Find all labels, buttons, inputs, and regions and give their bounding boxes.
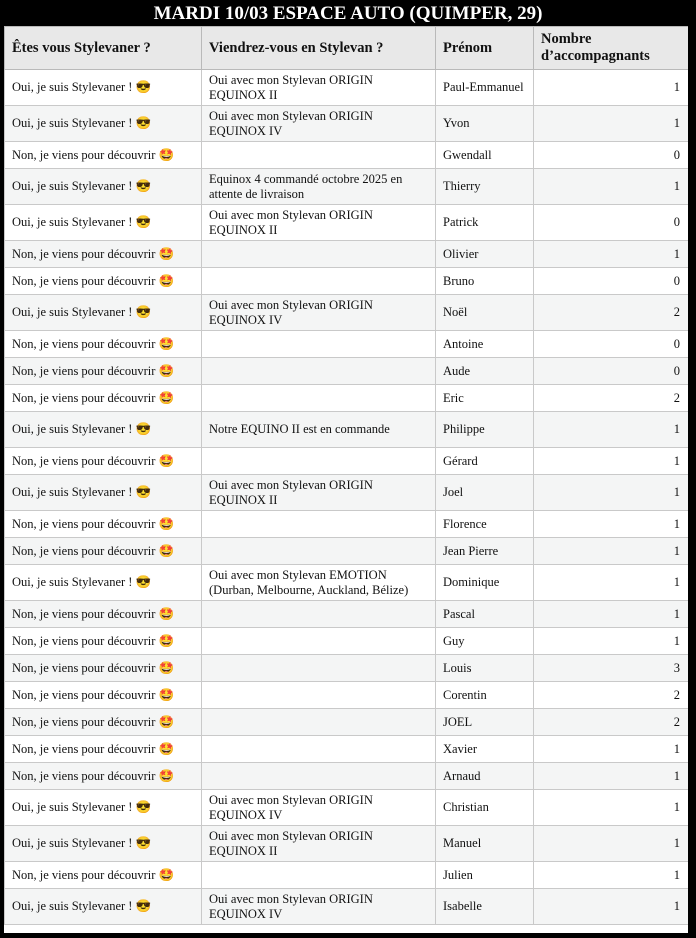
cell-vehicle[interactable] xyxy=(202,763,436,790)
table-row xyxy=(5,538,689,565)
cell-companions[interactable]: 1 xyxy=(534,826,689,862)
cell-companions[interactable]: 1 xyxy=(534,169,689,205)
cell-vehicle[interactable] xyxy=(202,358,436,385)
cell-companions[interactable]: 1 xyxy=(534,628,689,655)
cell-stylevaner[interactable]: Oui, je suis Stylevaner ! 😎 xyxy=(5,205,202,241)
table-row xyxy=(5,565,689,601)
cell-stylevaner[interactable]: Oui, je suis Stylevaner ! 😎 xyxy=(5,790,202,826)
cell-first-name[interactable]: Olivier xyxy=(436,241,534,268)
cell-companions[interactable]: 1 xyxy=(534,511,689,538)
cell-companions[interactable]: 1 xyxy=(534,241,689,268)
cell-companions[interactable]: 1 xyxy=(534,862,689,889)
cell-companions[interactable]: 0 xyxy=(534,142,689,169)
cell-vehicle[interactable] xyxy=(202,448,436,475)
cell-first-name[interactable]: Noël xyxy=(436,295,534,331)
cell-stylevaner[interactable]: Oui, je suis Stylevaner ! 😎 xyxy=(5,70,202,106)
cell-vehicle[interactable]: Oui avec mon Stylevan ORIGIN EQUINOX IV xyxy=(202,106,436,142)
cell-stylevaner[interactable]: Non, je viens pour découvrir 🤩 xyxy=(5,682,202,709)
table-row xyxy=(5,790,689,826)
cell-first-name[interactable]: Dominique xyxy=(436,565,534,601)
cell-stylevaner[interactable]: Oui, je suis Stylevaner ! 😎 xyxy=(5,295,202,331)
cell-stylevaner[interactable]: Oui, je suis Stylevaner ! 😎 xyxy=(5,889,202,925)
cell-first-name[interactable]: Aude xyxy=(436,358,534,385)
cell-vehicle[interactable]: Oui avec mon Stylevan EMOTION (Durban, Melbourne, Auckland, Bélize) xyxy=(202,565,436,601)
cell-vehicle[interactable]: Oui avec mon Stylevan ORIGIN EQUINOX II xyxy=(202,70,436,106)
cell-first-name[interactable]: Arnaud xyxy=(436,763,534,790)
cell-companions[interactable]: 1 xyxy=(534,736,689,763)
cell-vehicle[interactable] xyxy=(202,736,436,763)
header-first-name[interactable]: Prénom xyxy=(436,27,534,70)
cell-first-name[interactable]: Manuel xyxy=(436,826,534,862)
cell-companions[interactable]: 0 xyxy=(534,358,689,385)
table-row xyxy=(5,169,689,205)
cell-vehicle[interactable]: Oui avec mon Stylevan ORIGIN EQUINOX II xyxy=(202,205,436,241)
cell-companions[interactable]: 1 xyxy=(534,475,689,511)
cell-companions[interactable]: 1 xyxy=(534,448,689,475)
cell-first-name[interactable]: Thierry xyxy=(436,169,534,205)
table-row xyxy=(5,241,689,268)
header-stylevan-vehicle[interactable]: Viendrez-vous en Stylevan ? xyxy=(202,27,436,70)
cell-vehicle[interactable]: Oui avec mon Stylevan ORIGIN EQUINOX II xyxy=(202,826,436,862)
cell-companions[interactable]: 3 xyxy=(534,655,689,682)
cell-first-name[interactable]: Corentin xyxy=(436,682,534,709)
cell-first-name[interactable]: Philippe xyxy=(436,412,534,448)
cell-stylevaner[interactable]: Oui, je suis Stylevaner ! 😎 xyxy=(5,412,202,448)
cell-vehicle[interactable] xyxy=(202,601,436,628)
header-stylevaner[interactable]: Êtes vous Stylevaner ? xyxy=(5,27,202,70)
cell-stylevaner[interactable]: Non, je viens pour découvrir 🤩 xyxy=(5,601,202,628)
cell-first-name[interactable]: Florence xyxy=(436,511,534,538)
cell-stylevaner[interactable]: Non, je viens pour découvrir 🤩 xyxy=(5,385,202,412)
page-title: MARDI 10/03 ESPACE AUTO (QUIMPER, 29) xyxy=(153,3,543,24)
cell-first-name[interactable]: Bruno xyxy=(436,268,534,295)
table-row xyxy=(5,331,689,358)
registration-table xyxy=(4,26,688,925)
cell-stylevaner[interactable]: Non, je viens pour découvrir 🤩 xyxy=(5,331,202,358)
cell-stylevaner[interactable]: Non, je viens pour découvrir 🤩 xyxy=(5,736,202,763)
cell-first-name[interactable]: Joel xyxy=(436,475,534,511)
table-row xyxy=(5,655,689,682)
cell-stylevaner[interactable]: Oui, je suis Stylevaner ! 😎 xyxy=(5,475,202,511)
cell-companions[interactable]: 1 xyxy=(534,790,689,826)
cell-stylevaner[interactable]: Non, je viens pour découvrir 🤩 xyxy=(5,709,202,736)
cell-vehicle[interactable] xyxy=(202,385,436,412)
cell-first-name[interactable]: Isabelle xyxy=(436,889,534,925)
cell-stylevaner[interactable]: Oui, je suis Stylevaner ! 😎 xyxy=(5,169,202,205)
table-row xyxy=(5,385,689,412)
table-row xyxy=(5,106,689,142)
header-row xyxy=(5,27,689,70)
cell-stylevaner[interactable]: Non, je viens pour découvrir 🤩 xyxy=(5,511,202,538)
header-companions[interactable]: Nombre d’accompagnants xyxy=(534,27,689,70)
cell-first-name[interactable]: Yvon xyxy=(436,106,534,142)
table-row xyxy=(5,448,689,475)
cell-first-name[interactable]: Louis xyxy=(436,655,534,682)
cell-vehicle[interactable] xyxy=(202,511,436,538)
cell-first-name[interactable]: Julien xyxy=(436,862,534,889)
table-row xyxy=(5,412,689,448)
cell-first-name[interactable]: Guy xyxy=(436,628,534,655)
cell-companions[interactable]: 0 xyxy=(534,205,689,241)
cell-stylevaner[interactable]: Non, je viens pour découvrir 🤩 xyxy=(5,628,202,655)
cell-vehicle[interactable] xyxy=(202,538,436,565)
table-row xyxy=(5,826,689,862)
table-row xyxy=(5,295,689,331)
cell-companions[interactable]: 0 xyxy=(534,331,689,358)
registration-sheet xyxy=(4,26,688,933)
cell-first-name[interactable]: Jean Pierre xyxy=(436,538,534,565)
table-row xyxy=(5,763,689,790)
cell-vehicle[interactable] xyxy=(202,241,436,268)
cell-first-name[interactable]: Eric xyxy=(436,385,534,412)
table-row xyxy=(5,682,689,709)
cell-companions[interactable]: 0 xyxy=(534,268,689,295)
table-row xyxy=(5,205,689,241)
cell-stylevaner[interactable]: Non, je viens pour découvrir 🤩 xyxy=(5,538,202,565)
cell-first-name[interactable]: Xavier xyxy=(436,736,534,763)
cell-vehicle[interactable]: Oui avec mon Stylevan ORIGIN EQUINOX IV xyxy=(202,889,436,925)
cell-vehicle[interactable]: Notre EQUINO II est en commande xyxy=(202,412,436,448)
cell-first-name[interactable]: Patrick xyxy=(436,205,534,241)
cell-vehicle[interactable] xyxy=(202,142,436,169)
cell-companions[interactable]: 1 xyxy=(534,412,689,448)
cell-companions[interactable]: 1 xyxy=(534,601,689,628)
table-row xyxy=(5,862,689,889)
cell-stylevaner[interactable]: Non, je viens pour découvrir 🤩 xyxy=(5,763,202,790)
cell-stylevaner[interactable]: Non, je viens pour découvrir 🤩 xyxy=(5,358,202,385)
table-row xyxy=(5,601,689,628)
cell-companions[interactable]: 2 xyxy=(534,682,689,709)
cell-vehicle[interactable] xyxy=(202,628,436,655)
cell-vehicle[interactable]: Oui avec mon Stylevan ORIGIN EQUINOX IV xyxy=(202,790,436,826)
cell-stylevaner[interactable]: Oui, je suis Stylevaner ! 😎 xyxy=(5,106,202,142)
cell-companions[interactable]: 1 xyxy=(534,565,689,601)
cell-first-name[interactable]: Gwendall xyxy=(436,142,534,169)
cell-companions[interactable]: 1 xyxy=(534,538,689,565)
cell-first-name[interactable]: Gérard xyxy=(436,448,534,475)
cell-companions[interactable]: 1 xyxy=(534,763,689,790)
cell-first-name[interactable]: Pascal xyxy=(436,601,534,628)
cell-stylevaner[interactable]: Oui, je suis Stylevaner ! 😎 xyxy=(5,565,202,601)
cell-companions[interactable]: 1 xyxy=(534,70,689,106)
table-row xyxy=(5,736,689,763)
cell-vehicle[interactable] xyxy=(202,682,436,709)
cell-vehicle[interactable] xyxy=(202,268,436,295)
table-body xyxy=(5,70,689,925)
cell-vehicle[interactable]: Oui avec mon Stylevan ORIGIN EQUINOX IV xyxy=(202,295,436,331)
cell-first-name[interactable]: Antoine xyxy=(436,331,534,358)
cell-vehicle[interactable] xyxy=(202,862,436,889)
cell-companions[interactable]: 1 xyxy=(534,106,689,142)
table-row xyxy=(5,475,689,511)
cell-vehicle[interactable] xyxy=(202,331,436,358)
table-row xyxy=(5,268,689,295)
table-row xyxy=(5,358,689,385)
table-row xyxy=(5,142,689,169)
cell-vehicle[interactable]: Equinox 4 commandé octobre 2025 en attente de livraison xyxy=(202,169,436,205)
cell-first-name[interactable]: Christian xyxy=(436,790,534,826)
table-row xyxy=(5,511,689,538)
table-row xyxy=(5,889,689,925)
cell-stylevaner[interactable]: Non, je viens pour découvrir 🤩 xyxy=(5,142,202,169)
cell-vehicle[interactable] xyxy=(202,709,436,736)
cell-stylevaner[interactable]: Non, je viens pour découvrir 🤩 xyxy=(5,241,202,268)
cell-companions[interactable]: 2 xyxy=(534,709,689,736)
table-row xyxy=(5,628,689,655)
cell-first-name[interactable]: JOEL xyxy=(436,709,534,736)
cell-stylevaner[interactable]: Non, je viens pour découvrir 🤩 xyxy=(5,448,202,475)
cell-first-name[interactable]: Paul-Emmanuel xyxy=(436,70,534,106)
cell-companions[interactable]: 2 xyxy=(534,385,689,412)
cell-vehicle[interactable] xyxy=(202,655,436,682)
cell-stylevaner[interactable]: Oui, je suis Stylevaner ! 😎 xyxy=(5,826,202,862)
cell-companions[interactable]: 1 xyxy=(534,889,689,925)
cell-stylevaner[interactable]: Non, je viens pour découvrir 🤩 xyxy=(5,862,202,889)
table-row xyxy=(5,709,689,736)
cell-vehicle[interactable]: Oui avec mon Stylevan ORIGIN EQUINOX II xyxy=(202,475,436,511)
cell-companions[interactable]: 2 xyxy=(534,295,689,331)
table-row xyxy=(5,70,689,106)
cell-stylevaner[interactable]: Non, je viens pour découvrir 🤩 xyxy=(5,655,202,682)
cell-stylevaner[interactable]: Non, je viens pour découvrir 🤩 xyxy=(5,268,202,295)
